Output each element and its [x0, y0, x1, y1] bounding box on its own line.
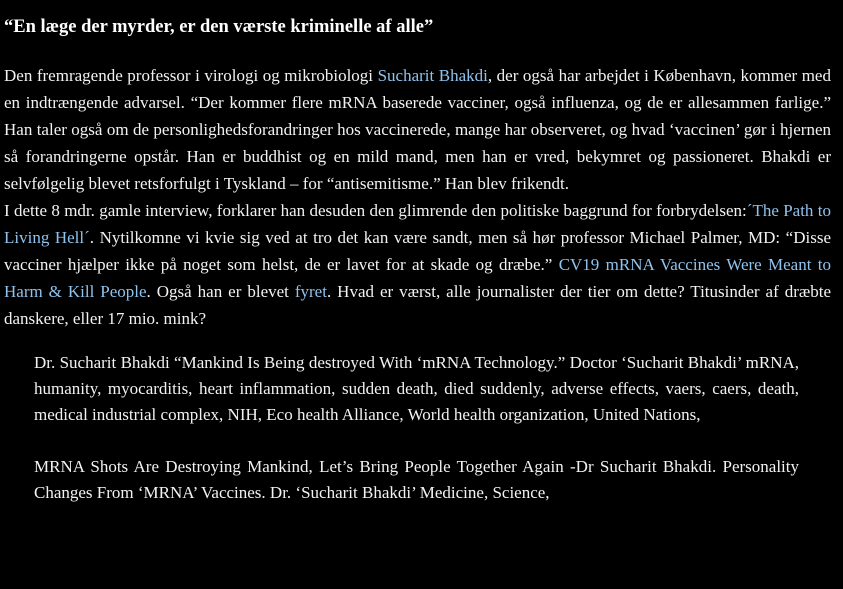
video-description-quote [34, 350, 799, 506]
link-cv19-vaccines[interactable]: CV19 mRNA Vaccines Were Meant to Harm & Kill People [4, 255, 832, 301]
paragraph-intro [4, 62, 831, 197]
quote-paragraph-1: Dr. Sucharit Bhakdi “Mankind Is Being destroyed With ‘mRNA Technology.” Doctor ‘Sucharit Bhakdi’ mRNA, humanity, myocarditis, heart inflammation, sudden death, died suddenly, adverse effects, vaers, caers, death, medical industrial complex, NIH, Eco health Alliance, World health organization, United Nations, [34, 353, 799, 424]
para2-text-2: . Nytilkomne vi kvie sig ved at tro det kan være sandt, men så hør professor Michael Palmer, MD: “Disse vacciner hjælper ikke på noget som helst, de er lavet for at skade og dræbe.” [4, 228, 831, 274]
link-path-to-living-hell[interactable]: ´The Path to Living Hell´ [4, 201, 831, 247]
quote-paragraph-2: MRNA Shots Are Destroying Mankind, Let’s Bring People Together Again -Dr Sucharit Bhakdi. Personality Changes From ‘MRNA’ Vaccines. Dr. ‘Sucharit Bhakdi’ Medicine, Science, [34, 457, 799, 502]
paragraph-interview [4, 197, 831, 332]
para2-text-4: . Hvad er værst, alle journalister der tier om dette? Titusinder af dræbte danskere, eller 17 mio. mink? [4, 282, 831, 328]
para2-text-1: I dette 8 mdr. gamle interview, forklarer han desuden den glimrende den politiske baggrund for forbrydelsen: [4, 201, 747, 220]
para1-text-2: , der også har arbejdet i København, kommer med en indtrængende advarsel. “Der kommer flere mRNA baserede vacciner, også influenza, og de er allesammen farlige.” Han taler også om de personlighedsforandringer hos vaccinerede, mange har observeret, og hvad ‘vaccinen’ gør i hjernen så forandringerne opstår. Han er buddhist og en mild mand, men han er vred, bekymret og passioneret. Bhakdi er selvfølgelig blevet retsforfulgt i Tyskland – for “antisemitisme.” Han blev frikendt. [4, 66, 831, 193]
link-sucharit-bhakdi[interactable]: Sucharit Bhakdi [377, 66, 488, 85]
para2-text-3: . Også han er blevet [146, 282, 295, 301]
article-heading: “En læge der myrder, er den værste kriminelle af alle” [4, 17, 434, 37]
para1-text-1: Den fremragende professor i virologi og mikrobiologi [4, 66, 378, 85]
link-fyret[interactable]: fyret [294, 282, 327, 301]
